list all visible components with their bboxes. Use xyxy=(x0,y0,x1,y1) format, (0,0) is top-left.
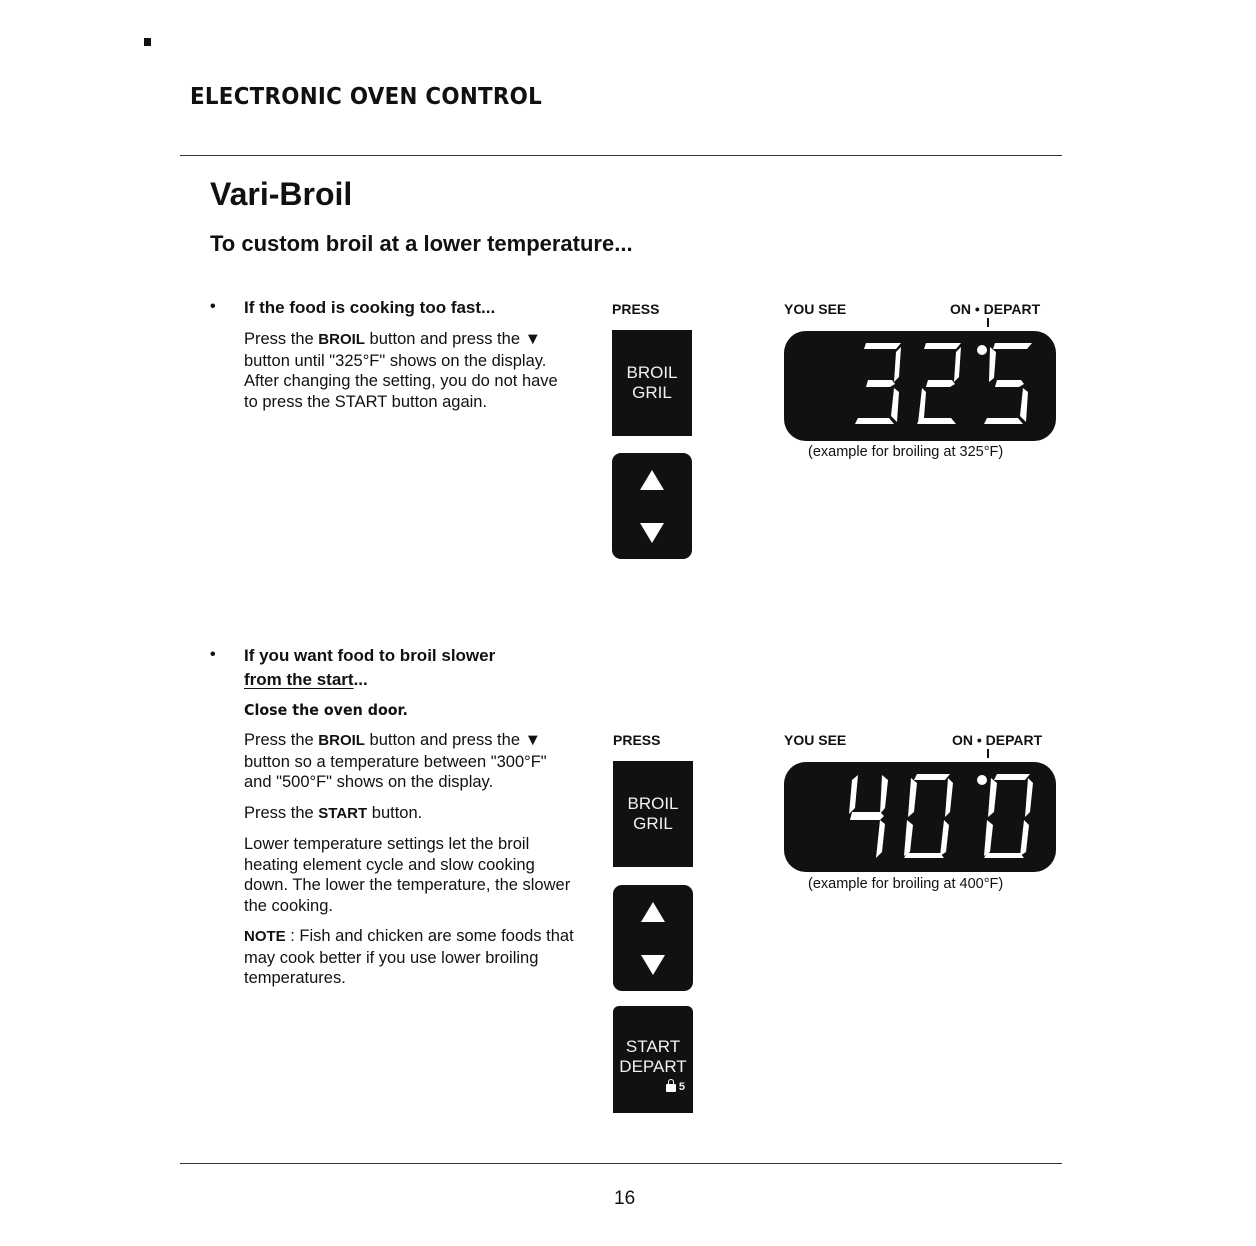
bottom-rule xyxy=(180,1163,1062,1164)
top-rule xyxy=(180,155,1062,156)
temperature-display xyxy=(784,331,1056,441)
press-label: PRESS xyxy=(613,732,661,748)
lock-icon xyxy=(666,1084,676,1092)
broil-button-label: BROIL xyxy=(627,794,679,813)
gril-button-label: GRIL xyxy=(633,814,673,833)
indicator-tick xyxy=(987,749,989,758)
lock-number: 5 xyxy=(678,1080,685,1093)
display-caption: (example for broiling at 400°F) xyxy=(808,876,1004,892)
indicator-tick xyxy=(987,318,989,327)
broil-button[interactable] xyxy=(612,330,692,436)
you-see-label: YOU SEE xyxy=(784,301,847,317)
on-depart-label: ON • DEPART xyxy=(950,301,1041,317)
display-caption: (example for broiling at 325°F) xyxy=(808,444,1004,460)
page-subtitle: To custom broil at a lower temperature... xyxy=(210,231,633,256)
seven-segment-325 xyxy=(784,331,1056,441)
section1-heading: If the food is cooking too fast... xyxy=(244,298,496,317)
press-label: PRESS xyxy=(612,301,660,317)
start-button[interactable] xyxy=(613,1006,693,1113)
down-arrow-icon[interactable] xyxy=(641,955,665,975)
arrow-buttons xyxy=(613,885,693,991)
section1-body: Press the BROIL button and press the ▼ button until "325°F" shows on the display. After changing the setting, you do not have to press the START button again. xyxy=(244,330,558,411)
seven-segment-400 xyxy=(784,762,1056,872)
arrow-buttons xyxy=(612,453,692,559)
section-header: ELECTRONIC OVEN CONTROL xyxy=(190,84,543,110)
corner-mark xyxy=(144,38,151,46)
depart-button-label: DEPART xyxy=(619,1056,687,1076)
gril-button-label: GRIL xyxy=(632,383,672,402)
section2-heading-line2: from the start... xyxy=(244,670,368,689)
start-button-label: START xyxy=(625,1036,681,1056)
down-arrow-icon[interactable] xyxy=(640,523,664,543)
up-arrow-icon[interactable] xyxy=(641,902,665,922)
temperature-display xyxy=(784,762,1056,872)
bullet: • xyxy=(210,646,216,663)
broil-button[interactable] xyxy=(613,761,693,867)
on-depart-label: ON • DEPART xyxy=(952,732,1043,748)
section2-heading: If you want food to broil slower xyxy=(244,646,496,665)
broil-button-label: BROIL xyxy=(626,363,678,382)
bullet: • xyxy=(210,298,216,315)
up-arrow-icon[interactable] xyxy=(640,470,664,490)
page-title: Vari-Broil xyxy=(210,176,353,212)
you-see-label: YOU SEE xyxy=(784,732,847,748)
section2-body: Press the BROIL button and press the ▼ button so a temperature between "300°F" and "500°F" shows on the display. Press the START button. Lower temperature settings let the broil heating element cycle and slow cooking down. The lower the temperature, the slower the cooking. NOTE : Fish and chicken are some foods that may cook better if you use lower broiling temperatures. xyxy=(244,731,574,987)
close-door-instruction: Close the oven door. xyxy=(244,701,408,719)
page-number: 16 xyxy=(614,1188,636,1209)
lock-indicator xyxy=(666,1077,685,1097)
